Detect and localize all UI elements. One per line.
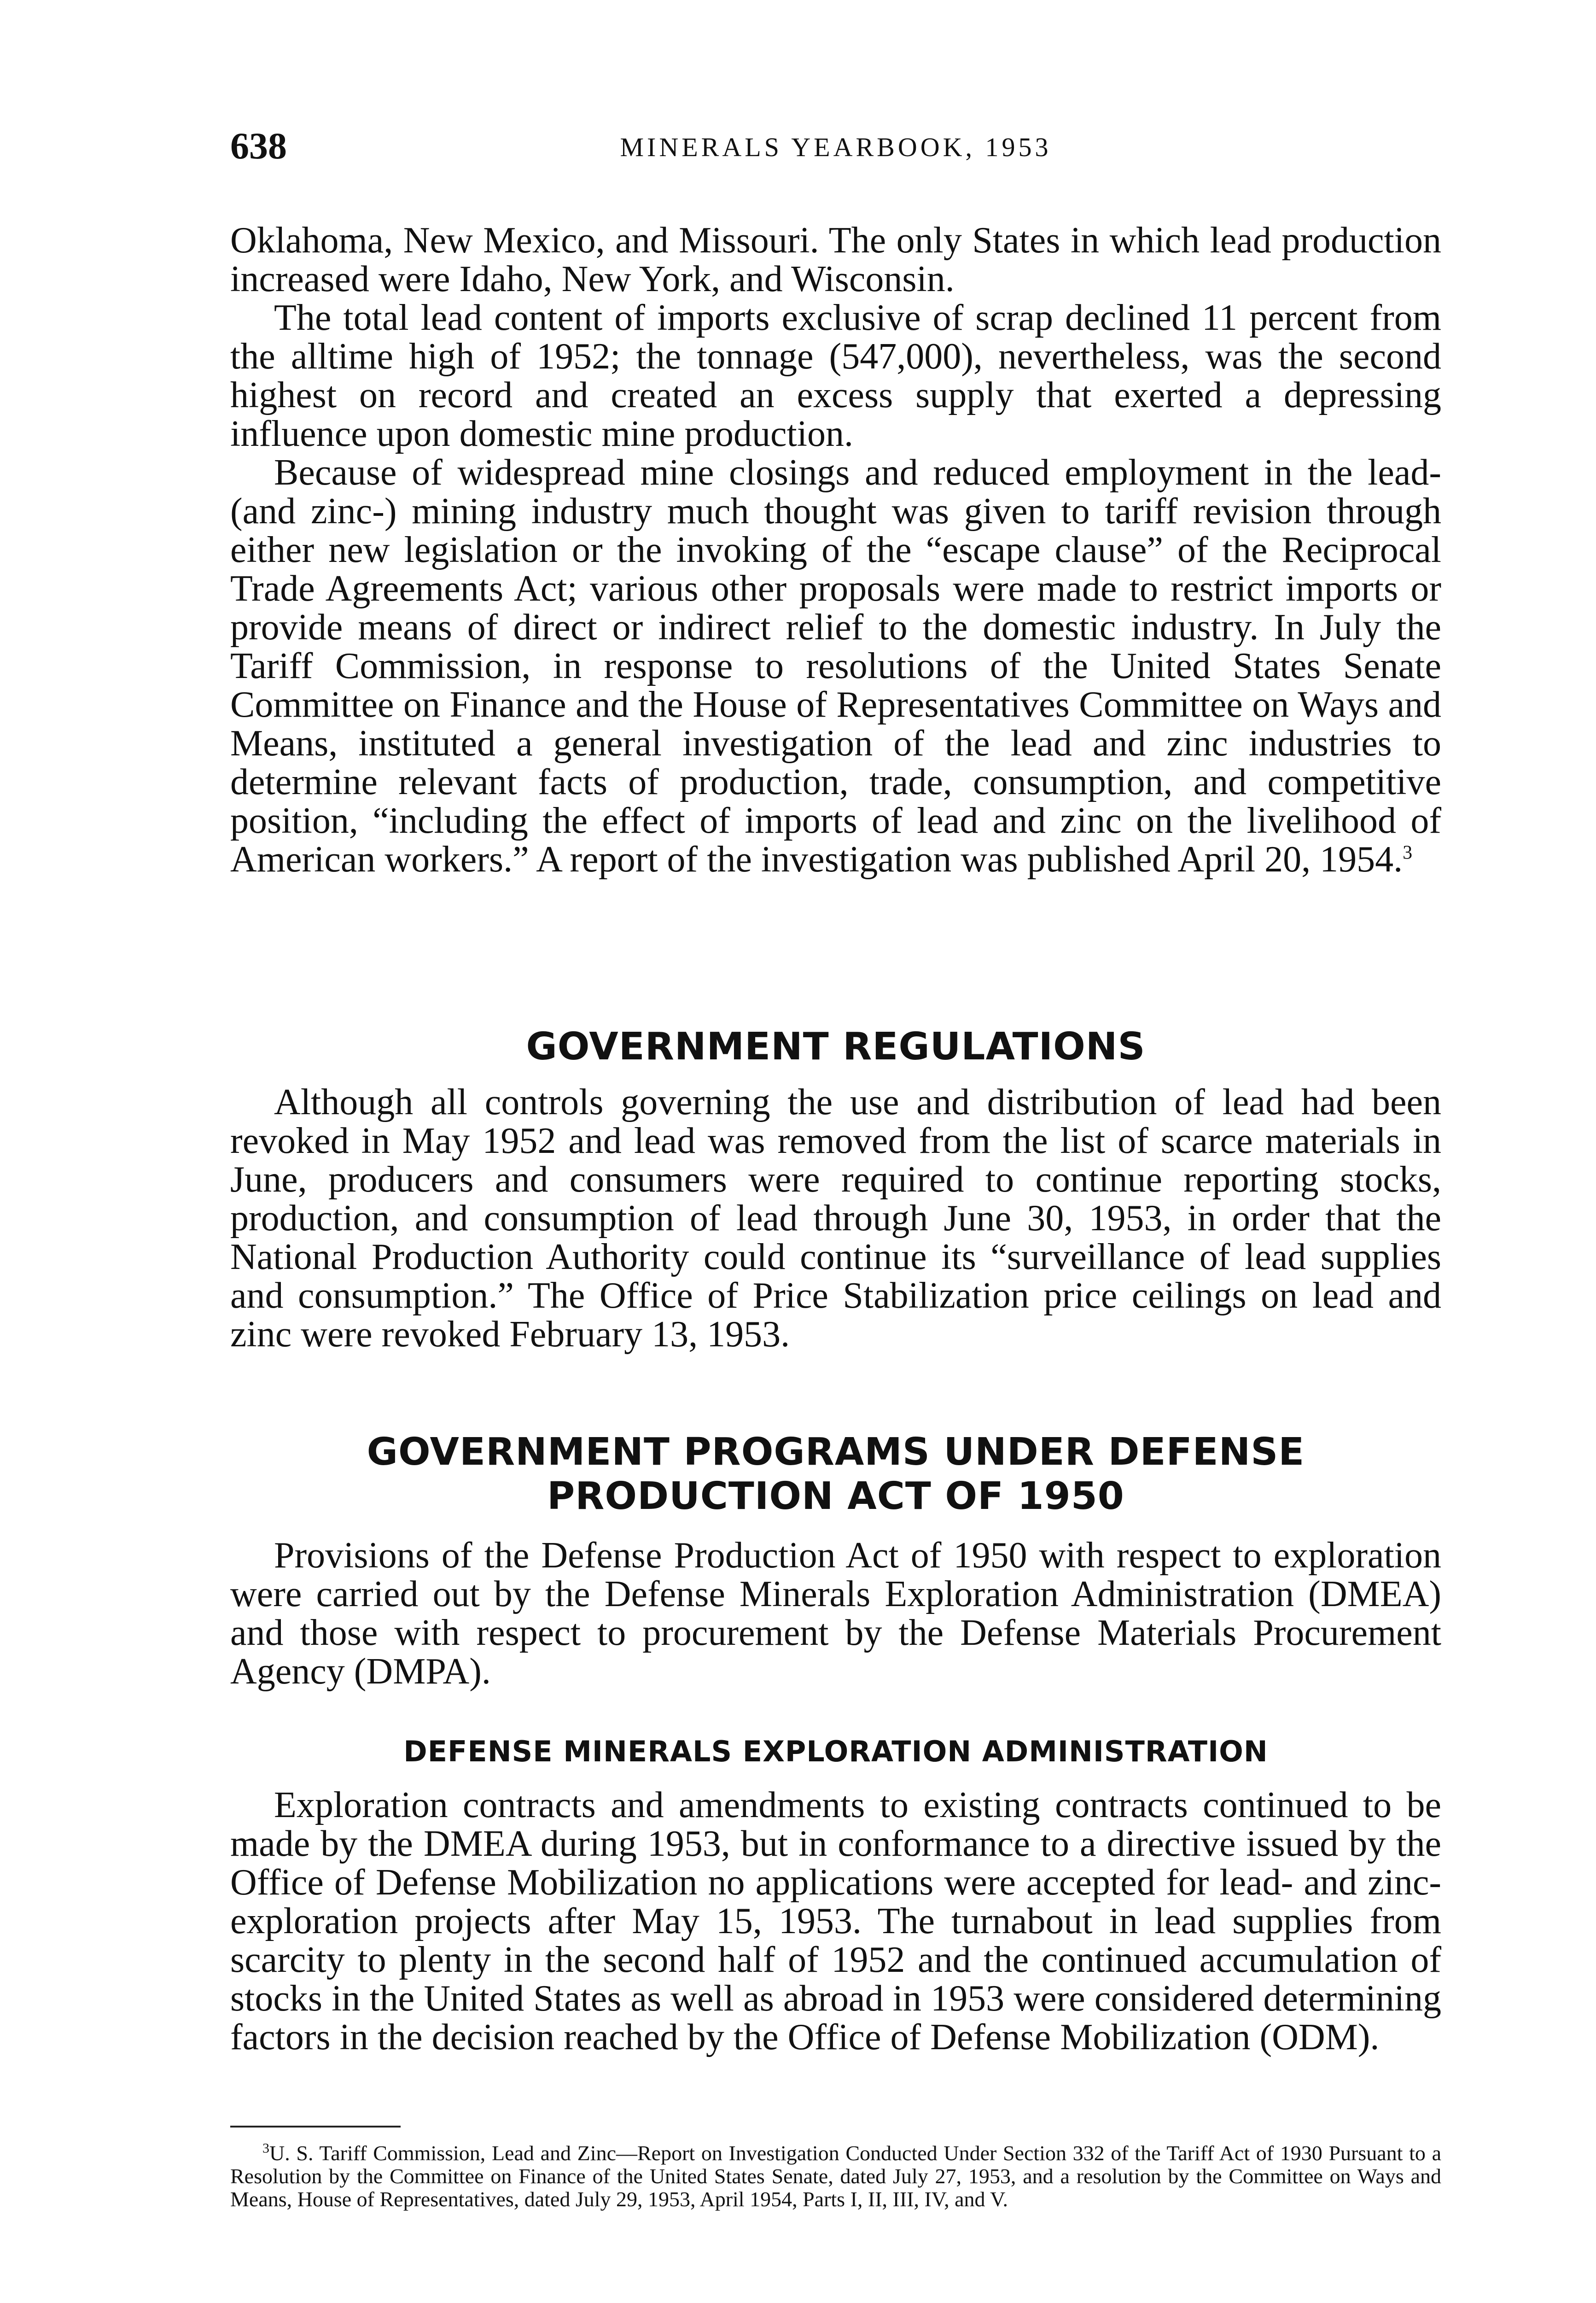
paragraph-imports: The total lead content of imports exclusive of scrap declined 11 percent from the alltime high of 1952; the tonnage (547,000), nevertheless, was the second highest on record and created an excess supply that exerted a depressing influence upon domestic mine production.	[230, 298, 1441, 454]
page-number: 638	[230, 125, 287, 167]
running-head: MINERALS YEARBOOK, 1953	[620, 132, 1052, 162]
heading-government-programs: GOVERNMENT PROGRAMS UNDER DEFENSE PRODUCTION ACT OF 1950	[367, 1430, 1305, 1518]
heading-dmea: DEFENSE MINERALS EXPLORATION ADMINISTRATION	[403, 1735, 1268, 1768]
footnote-rule	[230, 2126, 401, 2128]
page-header	[230, 124, 1441, 175]
footnote-reference: 3	[1403, 842, 1413, 864]
heading-government-regulations: GOVERNMENT REGULATIONS	[526, 1025, 1146, 1069]
footnote-section	[230, 2142, 1441, 2211]
paragraph-continuation: Oklahoma, New Mexico, and Missouri. The only States in which lead production increased were Idaho, New York, and Wisconsin.	[230, 220, 1441, 299]
regulations-section	[230, 1025, 1441, 1354]
footnote-text: U. S. Tariff Commission, Lead and Zinc—Report on Investigation Conducted Under Section 332 of the Tariff Act of 1930 Pursuant to a Resolution by the Committee on Finance of the United States Senate, dated July 27, 1953, and a resolution by the Committee on Ways and Means, House of Representatives, dated July 29, 1953, April 1954, Parts I, II, III, IV, and V.	[230, 2141, 1441, 2211]
paragraph-tariff-text: Because of widespread mine closings and reduced employment in the lead- (and zinc-) mining industry much thought was given to tariff revision through either new legislation or the invoking of the “escape clause” of the Reciprocal Trade Agreements Act; various other proposals were made to restrict imports or provide means of direct or indirect relief to the domestic industry. In July the Tariff Commission, in response to resolutions of the United States Senate Committee on Finance and the House of Representatives Committee on Ways and Means, instituted a general investigation of the lead and zinc industries to determine relevant facts of production, trade, consumption, and competitive position, “including the effect of imports of lead and zinc on the livelihood of American workers.” A report of the investigation was published April 20, 1954.	[230, 452, 1441, 880]
dmea-section	[230, 1734, 1441, 2057]
paragraph-regulations: Although all controls governing the use and distribution of lead had been revoked in May 1952 and lead was removed from the list of scarce materials in June, producers and consumers were required to continue reporting stocks, production, and consumption of lead through June 30, 1953, in order that the National Production Authority could continue its “surveillance of lead supplies and consumption.” The Office of Price Stabilization price ceilings on lead and zinc were revoked February 13, 1953.	[230, 1082, 1441, 1355]
programs-section	[230, 1430, 1441, 1691]
footnote	[230, 2142, 1441, 2211]
paragraph-programs: Provisions of the Defense Production Act of 1950 with respect to exploration were carried out by the Defense Minerals Exploration Administration (DMEA) and those with respect to procurement by the Defense Materials Procurement Agency (DMPA).	[230, 1535, 1441, 1692]
intro-section	[230, 221, 1441, 879]
footnote-marker: 3	[262, 2140, 269, 2156]
paragraph-dmea: Exploration contracts and amendments to existing contracts continued to be made by the DMEA during 1953, but in conformance to a directive issued by the Office of Defense Mobilization no applications were accepted for lead- and zinc-exploration projects after May 15, 1953. The turnabout in lead supplies from scarcity to plenty in the second half of 1952 and the continued accumulation of stocks in the United States as well as abroad in 1953 were considered determining factors in the decision reached by the Office of Defense Mobilization (ODM).	[230, 1785, 1441, 2058]
paragraph-tariff	[230, 453, 1441, 879]
